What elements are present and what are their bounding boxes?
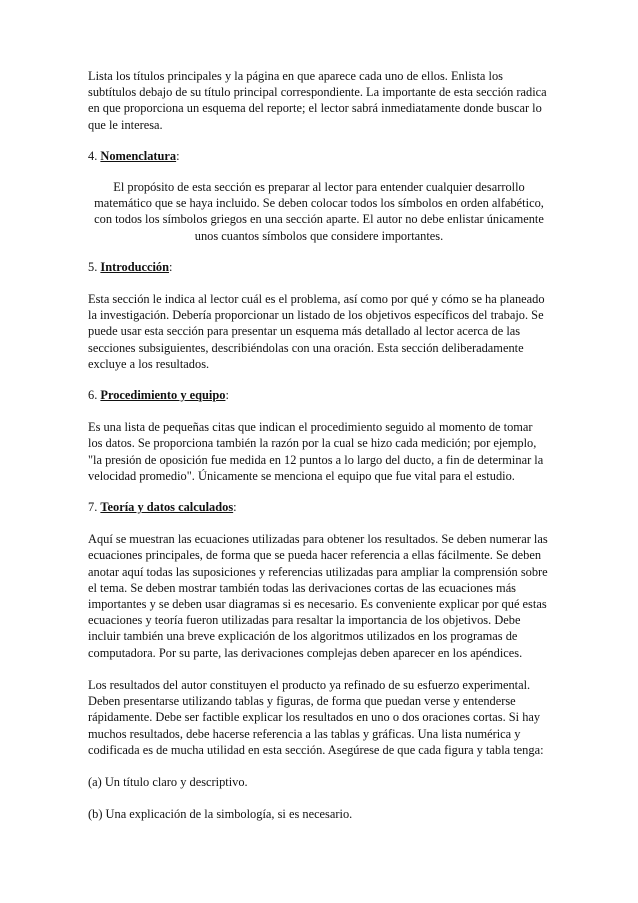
section-heading-teoria [88,499,550,515]
list-item-a: (a) Un título claro y descriptivo. [88,774,248,789]
section-heading-nomenclatura [88,148,550,164]
section-colon: : [176,148,180,163]
teoria-paragraph: Aquí se muestran las ecuaciones utilizadas para obtener los resultados. Se deben numerar las ecuaciones principales, de forma que se pueda hacer referencia a ellas fácilmente. Se deben anotar aquí todas las suposiciones y referencias utilizadas para ampliar la comprensión sobre el tema. Se deben mostrar también todas las derivaciones cortas de las ecuaciones más importantes y se deben usar diagramas si es necesario. Es conveniente explicar por qué estas ecuaciones y teoría fueron utilizadas para resaltar la importancia de los objetivos. Debe incluir también una breve explicación de los algoritmos utilizados en los programas de computadora. Por su parte, las derivaciones complejas deben aparecer en los apéndices. [88,532,548,660]
introduccion-paragraph: Esta sección le indica al lector cuál es el problema, así como por qué y cómo se ha planeado la investigación. Debería proporcionar un listado de los objetivos específicos del trabajo. Se puede usar esta sección para presentar un esquema más detallado al lector acerca de las secciones subsiguientes, describiéndolas con una oración. Esta sección deliberadamente excluye a los resultados. [88,292,545,371]
section-title: Nomenclatura [100,148,177,163]
document-page [88,68,550,822]
procedimiento-paragraph: Es una lista de pequeñas citas que indican el procedimiento seguido al momento de tomar los datos. Se proporciona también la razón por la cual se hizo cada medición; por ejemplo, "la presión de oposición fue medida en 12 puntos a lo largo del ducto, a fin de determinar la velocidad promedio". Únicamente se menciona el equipo que fue vital para el estudio. [88,420,544,483]
section-colon: : [225,388,229,403]
nomenclatura-paragraph: El propósito de esta sección es preparar al lector para entender cualquier desarrollo matemático que se haya incluido. Se deben colocar todos los símbolos en orden alfabético, con todos los símbolos griegos en una sección aparte. El autor no debe enlistar únicamente unos cuantos símbolos que considere importantes. [94,180,544,243]
section-heading-introduccion [88,259,550,275]
intro-paragraph: Lista los títulos principales y la página en que aparece cada uno de ellos. Enlista los subtítulos debajo de su título principal correspondiente. La importante de esta sección radica en que proporciona un esquema del reporte; el lector sabrá inmediatamente donde buscar lo que le interesa. [88,69,547,132]
section-number: 5. [88,259,101,274]
section-number: 7. [88,500,101,515]
section-colon: : [233,500,237,515]
section-title: Procedimiento y equipo [100,388,226,403]
section-number: 4. [88,148,101,163]
section-colon: : [169,259,173,274]
section-heading-procedimiento [88,387,550,403]
section-number: 6. [88,388,101,403]
section-title: Introducción [100,259,170,274]
resultados-paragraph: Los resultados del autor constituyen el producto ya refinado de su esfuerzo experimental. Deben presentarse utilizando tablas y figuras, de forma que puedan verse y entenderse rápidamente. Debe ser factible explicar los resultados en uno o dos oraciones cortas. Si hay muchos resultados, debe hacerse referencia a las tablas y gráficas. Una lista numérica y codificada es de mucha utilidad en esta sección. Asegúrese de que cada figura y tabla tenga: [88,677,544,757]
section-title: Teoría y datos calculados [100,500,234,515]
list-item-b: (b) Una explicación de la simbología, si es necesario. [88,807,353,822]
